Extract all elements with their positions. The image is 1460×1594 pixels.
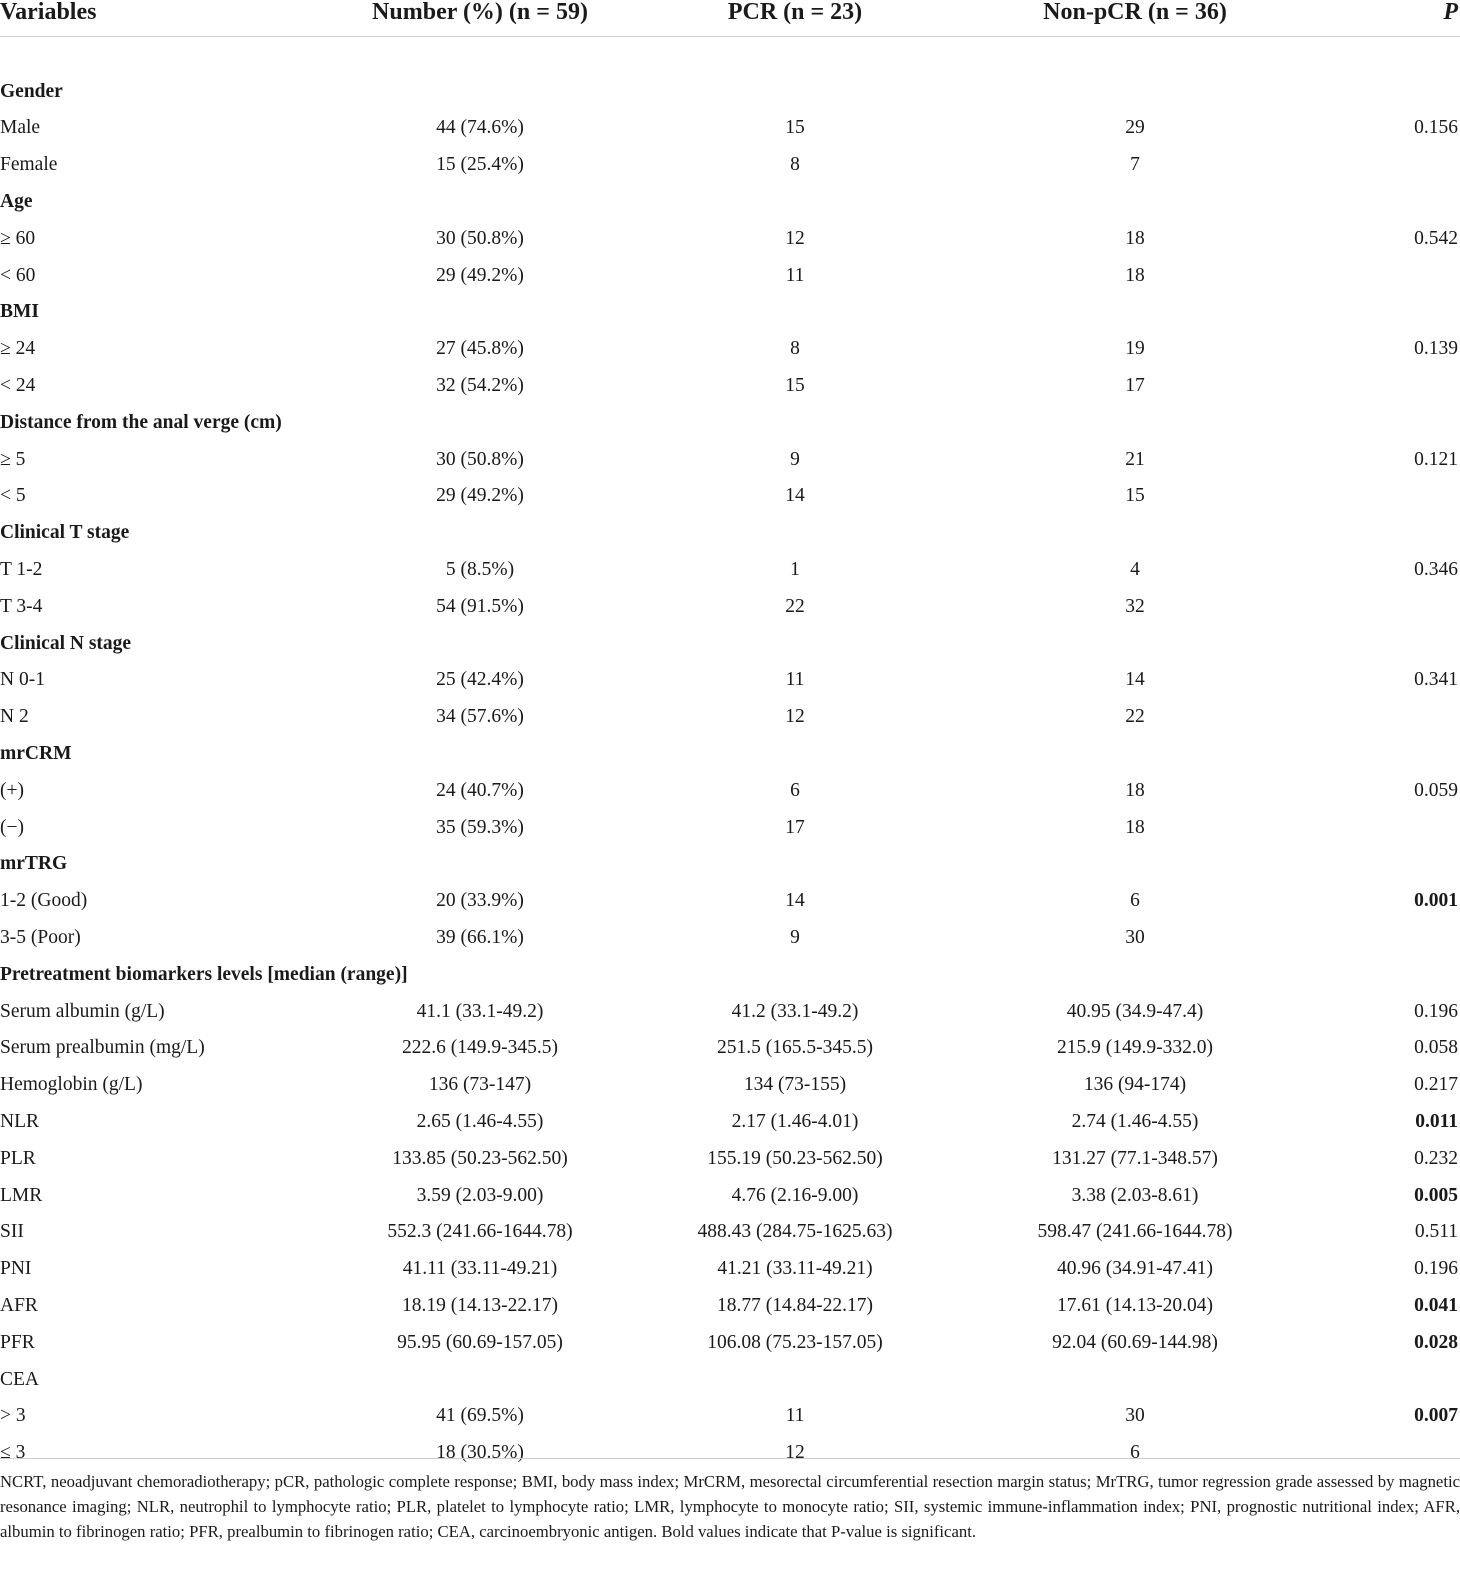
cell-p-value [1310,478,1460,515]
cell-nonpcr: 7 [1130,154,1140,176]
cell-p-value: 0.156 [1414,117,1458,139]
table-row [0,1324,1460,1361]
group-row [0,956,1460,993]
cell-variable: ≥ 60 [0,227,36,249]
cell-number: 27 (45.8%) [436,338,524,360]
cell-number: 5 (8.5%) [445,559,515,581]
spacer-row [0,37,1460,74]
cell-variable: < 24 [0,375,36,397]
cell-variable: (−) [0,816,24,838]
cell-number: 41.11 (33.11-49.21) [402,1258,558,1280]
cell-pcr: 9 [790,448,800,470]
cell-variable: T 1-2 [0,559,43,581]
cell-variable: ≥ 5 [0,448,26,470]
cell-p-value: 0.121 [1414,448,1458,470]
cell-p-value [1310,368,1460,405]
table-row [0,441,1460,478]
cell-variable: PFR [0,1331,35,1353]
cell-number: 30 (50.8%) [436,448,524,470]
cell-variable: ≥ 24 [0,338,36,360]
cell-nonpcr: 32 [1125,595,1145,617]
cell-pcr: 18.77 (14.84-22.17) [717,1294,873,1316]
group-label: Age [0,191,33,213]
table-footnote: NCRT, neoadjuvant chemoradiotherapy; pCR, pathologic complete response; BMI, body mass index; MrCRM, mesorectal circumferential resection margin status; MrTRG, tumor regression grade assessed by magnetic resonance imaging; NLR, neutrophil to lymphocyte ratio; PLR, platelet to lymphocyte ratio; LMR, lymphocyte to monocyte ratio; SII, systemic immune-inflammation index; PNI, prognostic nutritional index; AFR, albumin to fibrinogen ratio; PFR, prealbumin to fibrinogen ratio; CEA, carcinoembryonic antigen. Bold values indicate that P-value is significant. [0,1458,1460,1544]
cell-variable: Male [0,117,41,139]
table-row [0,257,1460,294]
group-row [0,404,1460,441]
cell-number: 2.65 (1.46-4.55) [416,1111,544,1132]
cell-variable: LMR [0,1184,43,1206]
table-row [0,368,1460,405]
cell-pcr: 15 [785,375,805,397]
cell-variable: > 3 [0,1405,26,1427]
cell-number: 35 (59.3%) [436,816,524,838]
cell-pcr: 41.2 (33.1-49.2) [731,1000,859,1022]
cell-pcr: 11 [785,669,805,691]
group-row [0,846,1460,883]
cell-variable: N 0-1 [0,669,45,691]
cell-number: 222.6 (149.9-345.5) [402,1037,558,1059]
table-row [0,478,1460,515]
cell-pcr: 11 [785,264,805,286]
cell-nonpcr: 6 [1130,890,1140,912]
cell-pcr: 11 [785,1405,805,1427]
group-row [0,625,1460,662]
cell-number: 18.19 (14.13-22.17) [402,1294,558,1316]
cell-number: 29 (49.2%) [436,485,524,507]
cell-nonpcr: 92.04 (60.69-144.98) [1052,1331,1218,1353]
cell-number: 34 (57.6%) [436,706,524,728]
table-row [0,552,1460,589]
cell-p-value: 0.001 [1414,890,1458,912]
table-row [0,699,1460,736]
cell-nonpcr: 2.74 (1.46-4.55) [1071,1111,1199,1132]
table-row [0,920,1460,957]
cell-pcr: 41.21 (33.11-49.21) [717,1258,873,1280]
table-row [0,1288,1460,1325]
header-nonpcr: Non-pCR (n = 36) [960,0,1310,37]
cell-number: 136 (73-147) [428,1074,532,1096]
table-row [0,883,1460,920]
cell-variable: SII [0,1221,24,1243]
cell-variable: PNI [0,1258,32,1280]
table-row [0,1214,1460,1251]
cell-number: 25 (42.4%) [436,669,524,691]
table-header [0,0,1460,37]
table-row [0,588,1460,625]
cell-variable: (+) [0,779,24,801]
cell-p-value: 0.346 [1414,559,1458,581]
group-label: Gender [0,80,63,102]
table-row [0,1030,1460,1067]
cell-number: 552.3 (241.66-1644.78) [387,1221,573,1243]
cell-pcr: 14 [785,890,805,912]
cell-nonpcr: 215.9 (149.9-332.0) [1057,1037,1213,1059]
spacer-cell [0,37,1460,74]
cell-pcr: 106.08 (75.23-157.05) [707,1331,883,1353]
cell-pcr: 12 [785,1442,805,1464]
cell-p-value: 0.058 [1414,1037,1458,1059]
cell-variable: 3-5 (Poor) [0,927,81,949]
cell-nonpcr: 21 [1125,448,1145,470]
cell-p-value [1310,699,1460,736]
cell-p-value: 0.007 [1414,1405,1458,1427]
cell-pcr: 488.43 (284.75-1625.63) [697,1221,893,1243]
cell-number: 44 (74.6%) [436,117,524,139]
cell-nonpcr: 136 (94-174) [1083,1074,1187,1096]
table-row [0,1067,1460,1104]
cell-p-value [1310,257,1460,294]
cell-pcr: 251.5 (165.5-345.5) [717,1037,873,1059]
cell-variable: < 60 [0,264,36,286]
cell-p-value: 0.139 [1414,338,1458,360]
table-row [0,110,1460,147]
table-row [0,1251,1460,1288]
cell-number: 3.59 (2.03-9.00) [416,1184,544,1206]
cell-pcr: 12 [785,706,805,728]
table-body [0,37,1460,1472]
cell-variable: ≤ 3 [0,1442,26,1464]
cell-number: 133.85 (50.23-562.50) [392,1147,568,1169]
cell-pcr: 22 [785,595,805,617]
header-number: Number (%) (n = 59) [330,0,630,37]
cell-nonpcr: 30 [1125,927,1145,949]
cell-p-value: 0.232 [1414,1147,1458,1169]
cell-variable: AFR [0,1294,38,1316]
cell-variable: Serum albumin (g/L) [0,1000,165,1022]
cell-pcr: 9 [790,927,800,949]
table-row [0,662,1460,699]
cell-pcr: 2.17 (1.46-4.01) [731,1111,859,1132]
table-row [0,1140,1460,1177]
cell-variable: N 2 [0,706,29,728]
table-row [0,1177,1460,1214]
cell-nonpcr: 19 [1125,338,1145,360]
cell-p-value: 0.196 [1414,1000,1458,1022]
table-row [0,331,1460,368]
cell-pcr: 1 [790,559,800,581]
cell-pcr: 6 [790,779,800,801]
cell-number: 30 (50.8%) [436,227,524,249]
table-row [0,772,1460,809]
cell-number: 54 (91.5%) [436,595,524,617]
cell-variable: 1-2 (Good) [0,890,88,912]
cell-variable: Hemoglobin (g/L) [0,1074,143,1096]
cell-nonpcr: 6 [1130,1442,1140,1464]
cell-nonpcr: 14 [1125,669,1145,691]
group-label: Clinical T stage [0,522,130,544]
group-row [0,73,1460,110]
cell-p-value: 0.511 [1414,1221,1458,1243]
cell-number: 18 (30.5%) [436,1442,524,1464]
group-label: mrCRM [0,743,72,765]
header-pcr: PCR (n = 23) [630,0,960,37]
cell-number: 41 (69.5%) [436,1405,524,1427]
cell-p-value: 0.217 [1414,1074,1458,1096]
table-row [0,220,1460,257]
header-variables: Variables [0,0,330,37]
cell-p-value: 0.196 [1414,1258,1458,1280]
cell-pcr: 12 [785,227,805,249]
cell-variable: PLR [0,1147,36,1169]
cell-p-value: 0.059 [1414,779,1458,801]
group-row [0,184,1460,221]
cell-pcr: 15 [785,117,805,139]
cell-nonpcr: 29 [1125,117,1145,139]
cell-pcr: 4.76 (2.16-9.00) [731,1184,859,1206]
cell-p-value: 0.028 [1414,1331,1458,1353]
cell-nonpcr: 3.38 (2.03-8.61) [1071,1184,1199,1206]
cell-nonpcr: 40.96 (34.91-47.41) [1057,1258,1213,1280]
group-label: mrTRG [0,853,68,875]
group-row [0,294,1460,331]
cell-p-value: 0.005 [1414,1184,1458,1206]
group-label: BMI [0,301,39,323]
cell-number: 20 (33.9%) [436,890,524,912]
cell-pcr: 17 [785,816,805,838]
cell-p-value [1310,588,1460,625]
cell-variable: T 3-4 [0,595,43,617]
cell-nonpcr: 17.61 (14.13-20.04) [1057,1294,1213,1316]
cell-pcr: 14 [785,485,805,507]
cell-p-value [1310,920,1460,957]
cell-nonpcr: 40.95 (34.9-47.4) [1066,1000,1204,1022]
cell-pcr: 8 [790,338,800,360]
cell-p-value: 0.011 [1415,1111,1458,1132]
cell-variable: Female [0,154,58,176]
cell-number: 15 (25.4%) [436,154,524,176]
group-row [0,515,1460,552]
cell-nonpcr: 15 [1125,485,1145,507]
cell-nonpcr: 22 [1125,706,1145,728]
cell-nonpcr: 18 [1125,816,1145,838]
cell-variable: Serum prealbumin (mg/L) [0,1037,205,1059]
cell-p-value: 0.542 [1414,227,1458,249]
group-label: Clinical N stage [0,632,132,654]
cell-variable: < 5 [0,485,26,507]
group-label: CEA [0,1368,39,1390]
group-label: Distance from the anal verge (cm) [0,411,282,433]
cell-number: 29 (49.2%) [436,264,524,286]
table-row [0,1104,1460,1141]
cell-p-value [1310,147,1460,184]
cell-nonpcr: 18 [1125,227,1145,249]
cell-number: 95.95 (60.69-157.05) [397,1331,563,1353]
cell-nonpcr: 4 [1130,559,1140,581]
cell-pcr: 155.19 (50.23-562.50) [707,1147,883,1169]
table-row [0,147,1460,184]
header-row [0,0,1460,37]
cell-p-value: 0.341 [1414,669,1458,691]
cell-p-value: 0.041 [1414,1294,1458,1316]
cell-pcr: 134 (73-155) [743,1074,847,1096]
group-label: Pretreatment biomarkers levels [median (range)] [0,963,408,985]
cell-pcr: 8 [790,154,800,176]
cell-nonpcr: 17 [1125,375,1145,397]
cell-nonpcr: 18 [1125,779,1145,801]
header-p: P [1310,0,1460,37]
cell-nonpcr: 598.47 (241.66-1644.78) [1037,1221,1233,1243]
table-row [0,809,1460,846]
cell-nonpcr: 30 [1125,1405,1145,1427]
cell-nonpcr: 18 [1125,264,1145,286]
cell-number: 39 (66.1%) [436,927,524,949]
table-row [0,1398,1460,1435]
group-row [0,736,1460,773]
cell-number: 41.1 (33.1-49.2) [416,1000,544,1022]
group-row [0,1361,1460,1398]
cell-number: 24 (40.7%) [436,779,524,801]
table-row [0,993,1460,1030]
cell-number: 32 (54.2%) [436,375,524,397]
cell-p-value [1310,809,1460,846]
cell-nonpcr: 131.27 (77.1-348.57) [1052,1147,1218,1169]
cell-variable: NLR [0,1111,39,1132]
